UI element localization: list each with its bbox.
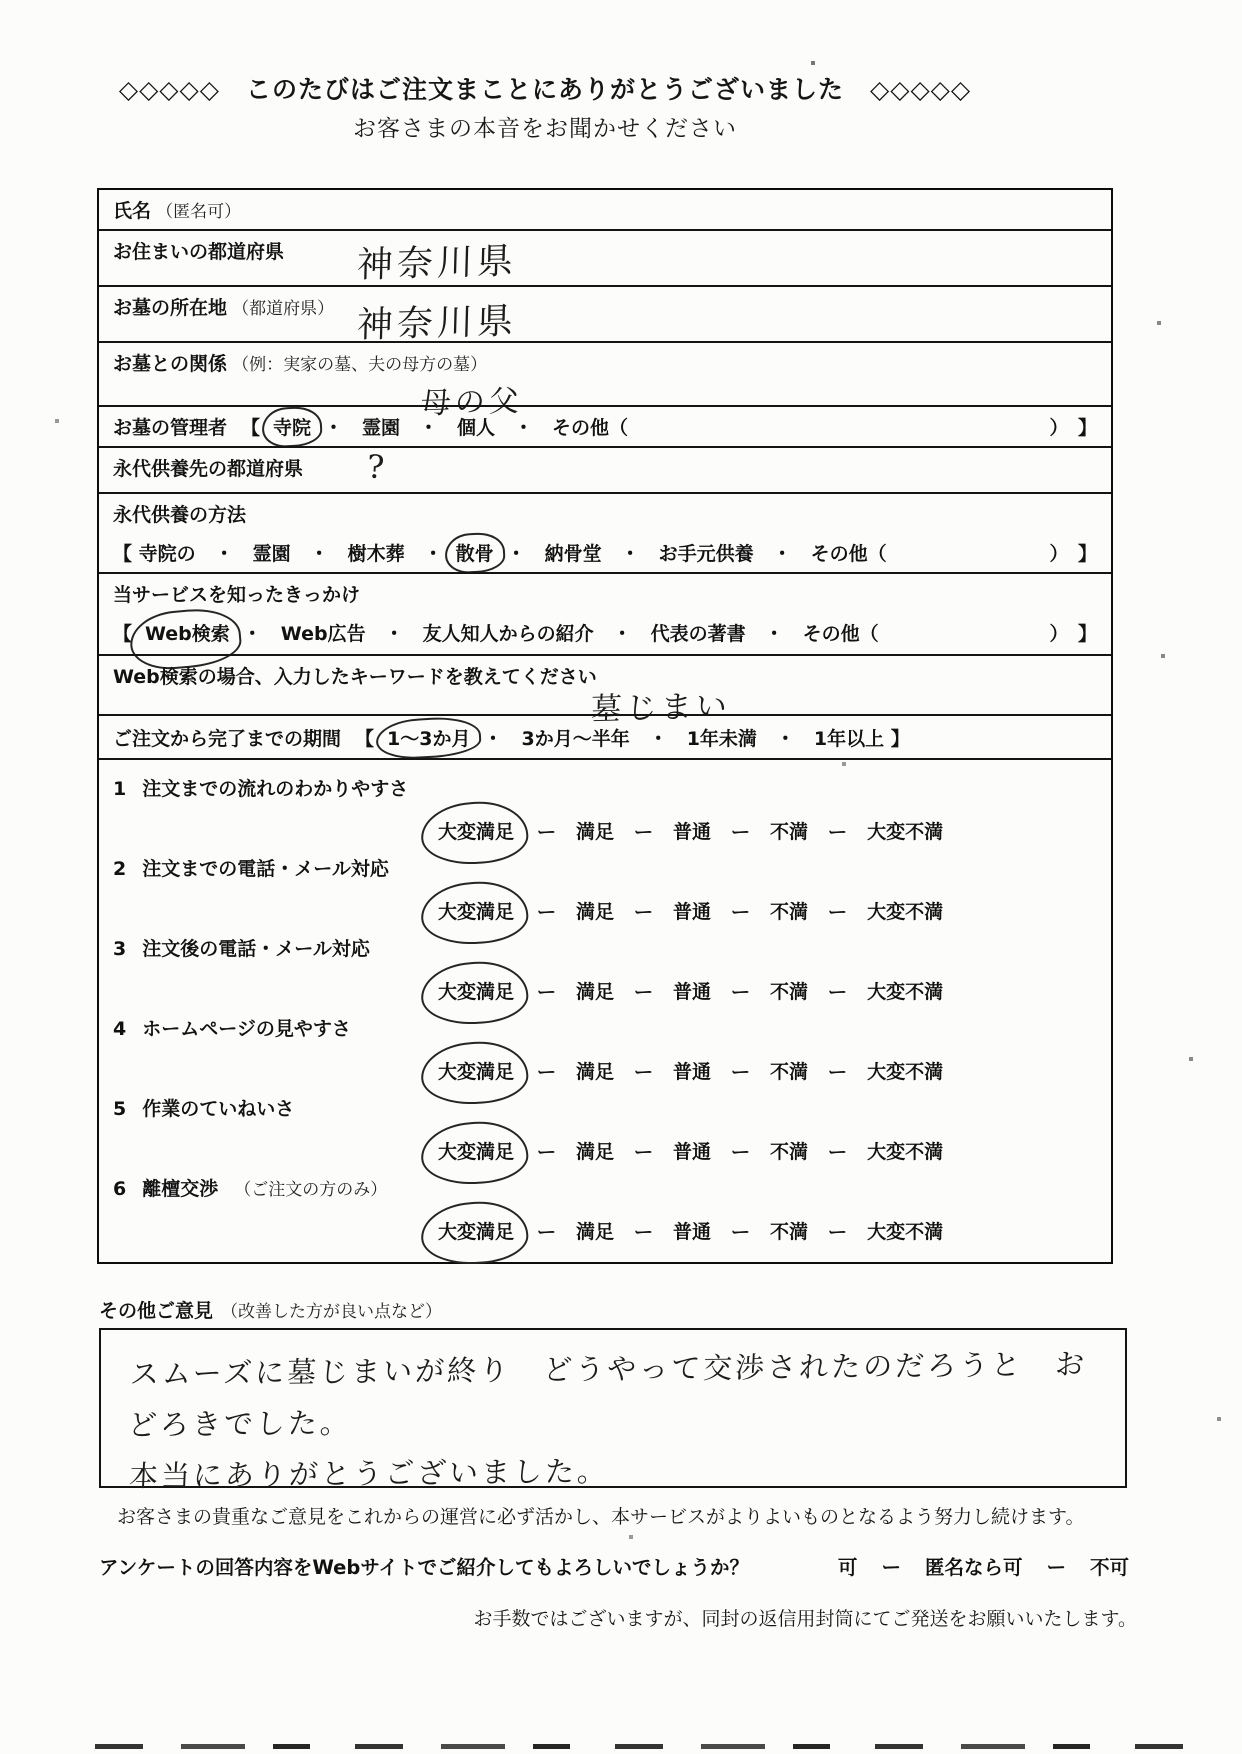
selected-rating-circle-mark xyxy=(435,1217,517,1244)
comment-handwritten-line1: スムーズに墓じまいが終り どうやって交渉されたのだろうと おどろきでした。 xyxy=(127,1347,1088,1442)
header xyxy=(0,70,1090,106)
scale-separator: ー xyxy=(536,983,557,1003)
rating-option-best: 大変満足 xyxy=(438,1221,515,1243)
method-label: 永代供養の方法 xyxy=(113,504,247,526)
manager-options xyxy=(241,413,1097,440)
scale-separator: ー xyxy=(827,983,848,1003)
bracket-close: ） 】 xyxy=(1049,623,1097,645)
rating-note: （ご注文の方のみ） xyxy=(234,1180,388,1200)
scale-separator: ー xyxy=(730,983,751,1003)
scale-separator: ー xyxy=(536,903,557,923)
eternal-pref-handwritten-value: ? xyxy=(366,447,390,487)
scan-edge-artifact xyxy=(95,1744,1190,1749)
scale-separator: ー xyxy=(633,823,654,843)
rating-scale-row xyxy=(435,1057,1097,1084)
scale-separator: ー xyxy=(827,1063,848,1083)
rating-scale xyxy=(435,1137,943,1164)
manager-selected-option: 寺院 xyxy=(273,417,312,439)
manager-label: お墓の管理者 xyxy=(113,417,228,439)
rating-option: 不満 xyxy=(770,1061,809,1083)
row-grave-manager xyxy=(99,405,1111,446)
pledge-text: お客さまの貴重なご意見をこれからの運営に必ず活かし、本サービスがよりよいものとなるよう努力し続けます。 xyxy=(117,1506,1085,1528)
rating-scale-row xyxy=(435,1137,1097,1164)
period-options xyxy=(355,724,1097,751)
keyword-label: Web検索の場合、入力したキーワードを教えてください xyxy=(113,666,597,688)
rating-option: 普通 xyxy=(673,901,712,923)
scale-separator: ー xyxy=(827,903,848,923)
rating-option: 満足 xyxy=(576,1061,615,1083)
scale-separator: ー xyxy=(827,1223,848,1243)
scale-separator: ー xyxy=(633,983,654,1003)
scale-separator: ー xyxy=(827,823,848,843)
scale-separator: ー xyxy=(633,1063,654,1083)
row-completion-period xyxy=(99,714,1111,758)
scan-noise-specks xyxy=(0,0,2,2)
rating-item-6 xyxy=(99,1168,1111,1248)
selected-rating-circle-mark xyxy=(435,817,517,844)
row-grave-location xyxy=(99,285,1111,347)
choice-not-ok: 不可 xyxy=(1089,1556,1129,1579)
period-other-options: ・ 3か月〜半年 ・ 1年未満 ・ 1年以上 】 xyxy=(483,727,910,750)
scale-separator: ー xyxy=(730,1223,751,1243)
row-service-trigger xyxy=(99,572,1111,654)
scale-separator: ー xyxy=(730,1143,751,1163)
name-label: 氏名 xyxy=(113,200,152,222)
ratings-section xyxy=(99,758,1111,1262)
rating-item-header xyxy=(113,1094,1097,1121)
rating-option: 普通 xyxy=(673,1141,712,1163)
rating-option: 満足 xyxy=(576,901,615,923)
rating-option: 不満 xyxy=(770,1141,809,1163)
selected-option-circle-mark xyxy=(384,724,473,751)
scale-separator: ー xyxy=(536,1223,557,1243)
rating-number: 5 xyxy=(113,1098,127,1120)
residence-handwritten-value: 神奈川県 xyxy=(356,240,518,287)
row-residence-prefecture xyxy=(99,229,1111,285)
keyword-handwritten-value: 墓じまい xyxy=(590,688,732,728)
bracket-open: 【 xyxy=(113,623,133,645)
rating-item-header xyxy=(113,1174,1097,1201)
bracket-close: ） 】 xyxy=(1049,543,1097,565)
comments-label: その他ご意見 xyxy=(99,1300,214,1322)
rating-option-best: 大変満足 xyxy=(438,821,515,843)
rating-option-best: 大変満足 xyxy=(438,901,515,923)
rating-option-best: 大変満足 xyxy=(438,1141,515,1163)
rating-scale xyxy=(435,1057,943,1084)
rating-option: 普通 xyxy=(673,1061,712,1083)
rating-item-4 xyxy=(99,1008,1111,1088)
rating-label: 注文までの流れのわかりやすさ xyxy=(142,778,409,800)
grave-location-handwritten-value: 神奈川県 xyxy=(356,300,518,347)
rating-option: 不満 xyxy=(770,1221,809,1243)
comments-header xyxy=(99,1296,442,1323)
publish-choices xyxy=(838,1552,1129,1580)
scale-separator: ー xyxy=(536,1063,557,1083)
rating-scale-row xyxy=(435,897,1097,924)
scale-separator: ー xyxy=(633,903,654,923)
residence-label: お住まいの都道府県 xyxy=(113,241,285,263)
rating-number: 4 xyxy=(113,1018,127,1040)
rating-scale xyxy=(435,1217,943,1244)
bracket-open: 【 寺院の ・ 霊園 ・ 樹木葬 ・ xyxy=(113,543,443,565)
period-selected-option: 1〜3か月 xyxy=(387,727,471,750)
scale-separator: ー xyxy=(536,823,557,843)
scale-separator: ー xyxy=(730,1063,751,1083)
rating-option: 大変不満 xyxy=(867,1221,944,1243)
rating-number: 3 xyxy=(113,938,127,960)
method-other-options: ・ 納骨堂 ・ お手元供養 ・ その他（ xyxy=(506,543,887,565)
relation-handwritten-value: 母の父 xyxy=(420,383,524,422)
selected-rating-circle-mark xyxy=(435,1137,517,1164)
publish-consent-row xyxy=(99,1552,1129,1580)
grave-location-note: （都道府県） xyxy=(232,299,335,319)
row-search-keyword xyxy=(99,654,1111,728)
trigger-label: 当サービスを知ったきっかけ xyxy=(113,584,361,606)
selected-rating-circle-mark xyxy=(435,1057,517,1084)
rating-option: 普通 xyxy=(673,981,712,1003)
comments-note: （改善した方が良い点など） xyxy=(221,1302,443,1322)
period-label: ご注文から完了までの期間 xyxy=(113,727,342,750)
rating-label: 作業のていねいさ xyxy=(142,1098,295,1120)
rating-item-5 xyxy=(99,1088,1111,1168)
grave-location-label: お墓の所在地 xyxy=(113,297,228,319)
relation-label: お墓との関係 xyxy=(113,353,228,375)
trigger-options xyxy=(113,619,1097,646)
rating-number: 2 xyxy=(113,858,127,880)
eternal-pref-label: 永代供養先の都道府県 xyxy=(113,458,304,480)
rating-option-best: 大変満足 xyxy=(438,981,515,1003)
row-eternal-care-prefecture xyxy=(99,446,1111,492)
scale-separator: ー xyxy=(827,1143,848,1163)
rating-scale xyxy=(435,897,943,924)
rating-item-header xyxy=(113,774,1097,801)
rating-item-header xyxy=(113,934,1097,961)
page-title: ◇◇◇◇◇ このたびはご注文まことにありがとうございました ◇◇◇◇◇ xyxy=(118,75,972,104)
rating-label: 注文までの電話・メール対応 xyxy=(142,858,389,880)
rating-option: 大変不満 xyxy=(867,821,944,843)
choice-separator: ー xyxy=(1046,1556,1066,1579)
bracket-open: 【 xyxy=(355,727,375,750)
rating-option: 不満 xyxy=(770,821,809,843)
selected-option-circle-mark xyxy=(453,539,497,566)
rating-label: ホームページの見やすさ xyxy=(142,1018,351,1040)
trigger-other-options: ・ Web広告 ・ 友人知人からの紹介 ・ 代表の著書 ・ その他（ xyxy=(242,623,879,645)
scale-separator: ー xyxy=(536,1143,557,1163)
rating-option: 満足 xyxy=(576,1141,615,1163)
rating-option: 大変不満 xyxy=(867,901,944,923)
rating-option: 不満 xyxy=(770,901,809,923)
rating-option: 満足 xyxy=(576,821,615,843)
bracket-close: ） 】 xyxy=(1049,417,1097,439)
rating-option: 不満 xyxy=(770,981,809,1003)
selected-option-circle-mark xyxy=(142,619,233,646)
relation-note: （例：実家の墓、夫の母方の墓） xyxy=(232,355,488,375)
method-options xyxy=(113,539,1097,566)
rating-label: 注文後の電話・メール対応 xyxy=(142,938,370,960)
rating-option: 普通 xyxy=(673,1221,712,1243)
manager-other-options: ・ 霊園 ・ 個人 ・ その他（ xyxy=(324,417,629,439)
row-eternal-care-method xyxy=(99,492,1111,572)
name-note: （匿名可） xyxy=(156,202,242,222)
rating-scale xyxy=(435,817,943,844)
page-subtitle: お客さまの本音をお聞かせください xyxy=(353,116,737,142)
scale-separator: ー xyxy=(633,1143,654,1163)
selected-option-circle-mark xyxy=(270,413,314,440)
rating-item-header xyxy=(113,1014,1097,1041)
row-name xyxy=(99,190,1111,229)
scale-separator: ー xyxy=(730,903,751,923)
choice-separator: ー xyxy=(881,1556,901,1579)
rating-item-3 xyxy=(99,928,1111,1008)
subheader xyxy=(0,110,1090,143)
rating-option: 大変不満 xyxy=(867,981,944,1003)
comment-handwritten-line2: 本当にありがとうございました。 xyxy=(128,1453,610,1493)
rating-option: 大変不満 xyxy=(867,1141,944,1163)
scale-separator: ー xyxy=(730,823,751,843)
rating-item-1 xyxy=(99,768,1111,848)
method-selected-option: 散骨 xyxy=(455,543,494,565)
rating-item-header xyxy=(113,854,1097,881)
rating-option-best: 大変満足 xyxy=(438,1061,515,1083)
rating-option: 普通 xyxy=(673,821,712,843)
survey-table xyxy=(97,188,1113,1264)
send-request-text: お手数ではございますが、同封の返信用封筒にてご発送をお願いいたします。 xyxy=(473,1608,1137,1630)
rating-option: 大変不満 xyxy=(867,1061,944,1083)
rating-option: 満足 xyxy=(576,1221,615,1243)
rating-option: 満足 xyxy=(576,981,615,1003)
scale-separator: ー xyxy=(633,1223,654,1243)
rating-scale xyxy=(435,977,943,1004)
rating-scale-row xyxy=(435,1217,1097,1244)
selected-rating-circle-mark xyxy=(435,897,517,924)
choice-ok: 可 xyxy=(837,1556,858,1579)
comments-box xyxy=(99,1328,1127,1493)
rating-label: 離檀交渉 xyxy=(142,1178,219,1200)
publish-question: アンケートの回答内容をWebサイトでご紹介してもよろしいでしょうか？ xyxy=(99,1556,749,1579)
bracket-open: 【 xyxy=(241,417,261,439)
row-grave-relation xyxy=(99,341,1111,422)
rating-scale-row xyxy=(435,977,1097,1004)
rating-number: 1 xyxy=(113,778,127,800)
choice-anonymous-ok: 匿名なら可 xyxy=(924,1556,1023,1579)
selected-rating-circle-mark xyxy=(435,977,517,1004)
trigger-selected-option: Web検索 xyxy=(145,623,230,645)
rating-item-2 xyxy=(99,848,1111,928)
rating-scale-row xyxy=(435,817,1097,844)
rating-number: 6 xyxy=(113,1178,127,1200)
